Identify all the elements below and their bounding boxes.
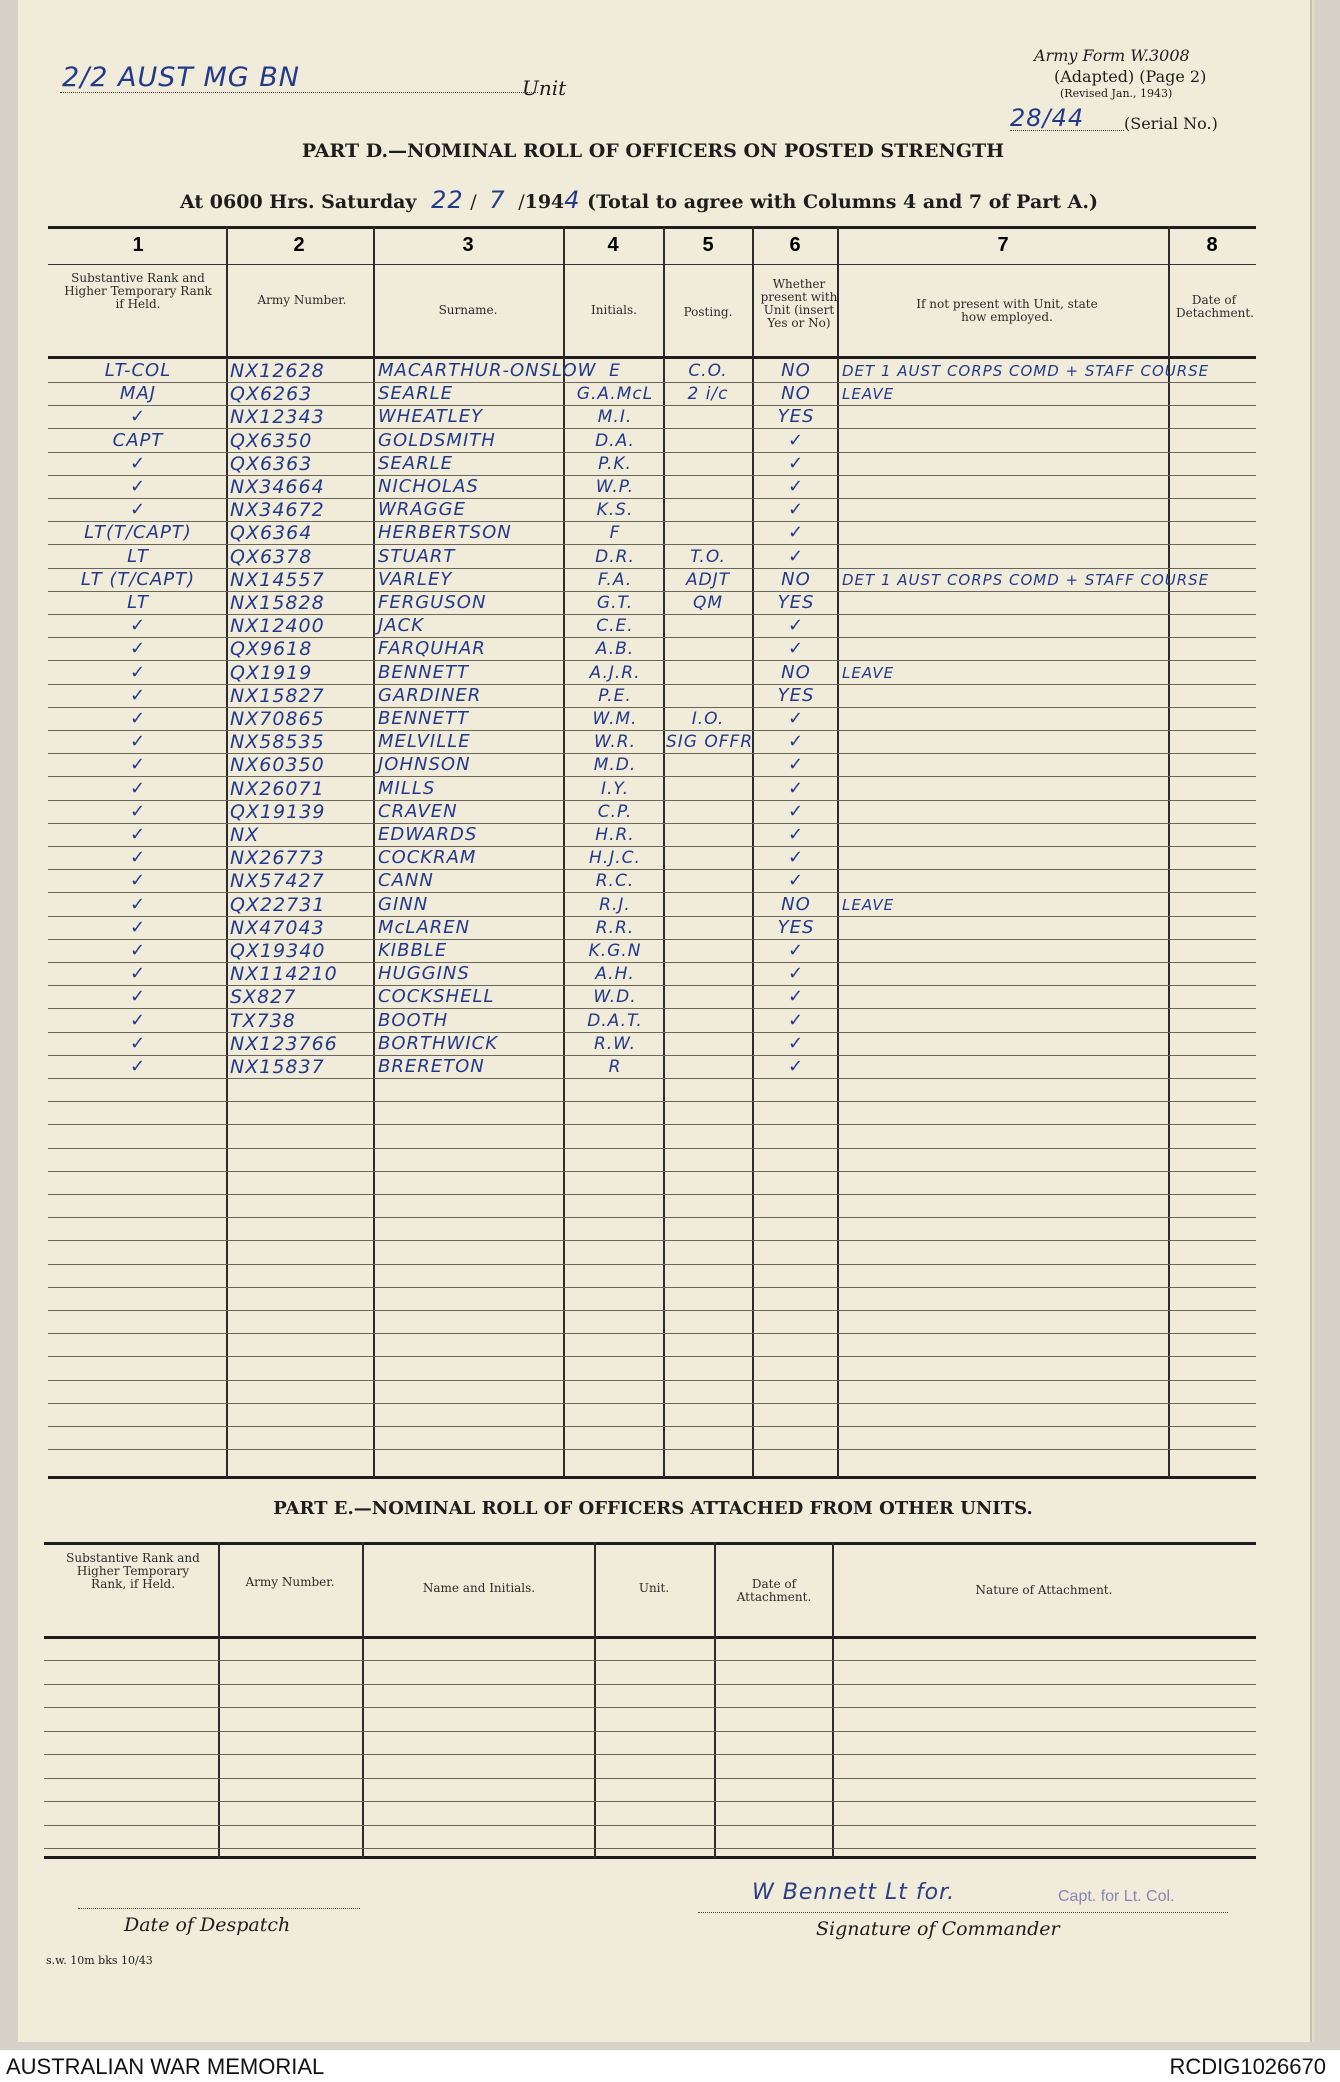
initials-cell: A.H. bbox=[595, 964, 635, 985]
present-cell: ✓ bbox=[787, 499, 805, 521]
army-number-cell: QX1919 bbox=[230, 661, 313, 684]
rank-cell: ✓ bbox=[129, 452, 147, 474]
initials-cell: G.A.McL bbox=[576, 384, 654, 405]
ruled-line bbox=[44, 1754, 1256, 1755]
posting-cell: QM bbox=[692, 593, 724, 613]
initials-cell: P.K. bbox=[598, 453, 632, 474]
initials-cell: M.I. bbox=[597, 407, 633, 428]
ruled-line bbox=[48, 1403, 1256, 1404]
surname-cell: McLAREN bbox=[378, 916, 471, 938]
initials-cell: A.J.R. bbox=[589, 662, 641, 683]
present-cell: YES bbox=[777, 592, 815, 613]
date-day: 22 bbox=[431, 186, 464, 214]
surname-cell: SEARLE bbox=[378, 452, 454, 474]
e-col-header-name: Name and Initials. bbox=[422, 1581, 536, 1595]
army-number-cell: NX12343 bbox=[230, 406, 325, 429]
unit-value: 2/2 AUST MG BN bbox=[62, 62, 301, 93]
initials-cell: K.S. bbox=[596, 500, 634, 521]
archive-name: AUSTRALIAN WAR MEMORIAL bbox=[6, 2054, 325, 2079]
surname-cell: WRAGGE bbox=[378, 499, 466, 521]
table-row bbox=[48, 917, 1256, 940]
serial-value: 28/44 bbox=[1010, 104, 1085, 132]
army-number-cell: NX70865 bbox=[230, 708, 325, 730]
col-number-8: 8 bbox=[1206, 234, 1218, 256]
table-row bbox=[48, 963, 1256, 986]
army-number-cell: NX26773 bbox=[230, 847, 325, 870]
table-row bbox=[48, 430, 1256, 453]
col-header-army-number: Army Number. bbox=[257, 293, 347, 307]
ruled-line bbox=[48, 1380, 1256, 1381]
archive-footer bbox=[0, 2050, 1340, 2082]
present-cell: ✓ bbox=[787, 963, 805, 985]
table-row bbox=[48, 569, 1256, 592]
present-cell: ✓ bbox=[787, 638, 805, 660]
army-number-cell: QX6363 bbox=[230, 452, 313, 475]
employed-cell: DET 1 AUST CORPS COMD + STAFF COURSE bbox=[842, 570, 1210, 589]
signature-underline bbox=[698, 1912, 1228, 1913]
ruled-line bbox=[44, 1778, 1256, 1779]
surname-cell: BRERETON bbox=[378, 1056, 485, 1077]
date-month: 7 bbox=[489, 186, 506, 214]
revised-label: (Revised Jan., 1943) bbox=[1060, 87, 1173, 100]
rank-cell: ✓ bbox=[129, 824, 147, 845]
present-cell: ✓ bbox=[787, 940, 805, 961]
part-e-title: PART E.—NOMINAL ROLL OF OFFICERS ATTACHED FROM OTHER UNITS. bbox=[273, 1498, 1033, 1519]
present-cell: ✓ bbox=[787, 731, 805, 753]
army-number-cell: SX827 bbox=[230, 986, 297, 1009]
surname-cell: EDWARDS bbox=[378, 824, 478, 845]
col-header-initials: Initials. bbox=[591, 303, 637, 317]
surname-cell: BENNETT bbox=[378, 708, 470, 729]
col-header-present: Whether present with Unit (insert Yes or No) bbox=[760, 277, 838, 330]
rank-cell: ✓ bbox=[129, 963, 147, 985]
army-number-cell: NX34672 bbox=[230, 499, 325, 522]
army-number-cell: NX114210 bbox=[230, 963, 338, 986]
rank-cell: LT bbox=[127, 545, 149, 567]
date-suffix: (Total to agree with Columns 4 and 7 of Part A.) bbox=[587, 191, 1099, 213]
initials-cell: D.R. bbox=[595, 546, 635, 567]
surname-cell: GOLDSMITH bbox=[378, 429, 496, 451]
table-row bbox=[48, 453, 1256, 476]
unit-label: Unit bbox=[522, 76, 567, 100]
part-d-table bbox=[48, 226, 1256, 1480]
ruled-line bbox=[44, 1825, 1256, 1826]
present-cell: ✓ bbox=[787, 476, 805, 497]
present-cell: ✓ bbox=[787, 545, 805, 567]
surname-cell: KIBBLE bbox=[378, 940, 448, 961]
posting-cell: I.O. bbox=[691, 709, 725, 729]
rank-cell: ✓ bbox=[129, 661, 147, 683]
table-row bbox=[48, 1056, 1256, 1079]
part-d-date-line: At 0600 Hrs. Saturday 22 / 7 /1944 (Total to agree with Columns 4 and 7 of Part A.) bbox=[180, 186, 1099, 214]
rank-cell: ✓ bbox=[129, 708, 147, 729]
surname-cell: JACK bbox=[378, 615, 424, 637]
col-header-surname: Surname. bbox=[438, 303, 498, 317]
table-row bbox=[48, 894, 1256, 917]
rubber-stamp: Capt. for Lt. Col. bbox=[1058, 1888, 1175, 1905]
ruled-line bbox=[44, 1707, 1256, 1708]
ruled-line bbox=[48, 1287, 1256, 1288]
employed-cell: LEAVE bbox=[842, 895, 895, 914]
col-number-5: 5 bbox=[702, 234, 714, 256]
col-number-2: 2 bbox=[293, 234, 305, 256]
form-sheet bbox=[18, 0, 1310, 2042]
col-number-6: 6 bbox=[789, 234, 801, 256]
ruled-line bbox=[48, 1264, 1256, 1265]
table-row bbox=[48, 847, 1256, 870]
col-number-4: 4 bbox=[607, 234, 619, 256]
army-number-cell: TX738 bbox=[230, 1009, 296, 1032]
ruled-line bbox=[48, 1310, 1256, 1311]
present-cell: NO bbox=[781, 360, 811, 381]
rank-cell: ✓ bbox=[129, 615, 147, 637]
col-header-employed: If not present with Unit, state how employed. bbox=[916, 297, 1098, 324]
initials-cell: W.P. bbox=[595, 477, 635, 497]
present-cell: ✓ bbox=[787, 522, 805, 544]
rank-cell: ✓ bbox=[129, 847, 147, 869]
surname-cell: BENNETT bbox=[378, 661, 470, 683]
present-cell: ✓ bbox=[787, 708, 805, 729]
initials-cell: H.R. bbox=[595, 825, 635, 845]
table-row bbox=[48, 870, 1256, 893]
initials-cell: W.R. bbox=[593, 732, 637, 753]
date-year-digit: 4 bbox=[564, 186, 581, 214]
commander-signature: W Bennett Lt for. bbox=[752, 1880, 956, 1905]
army-number-cell: NX14557 bbox=[230, 568, 325, 591]
e-col-header-rank: Substantive Rank and Higher Temporary Rank, if Held. bbox=[66, 1551, 200, 1591]
rank-cell: ✓ bbox=[129, 638, 147, 660]
rank-cell: ✓ bbox=[129, 940, 147, 961]
surname-cell: MELVILLE bbox=[378, 731, 471, 753]
col-header-posting: Posting. bbox=[683, 305, 733, 319]
present-cell: ✓ bbox=[787, 754, 805, 776]
rank-cell: ✓ bbox=[129, 893, 147, 915]
army-number-cell: NX60350 bbox=[230, 754, 325, 777]
posting-cell: 2 i/c bbox=[687, 384, 729, 405]
army-number-cell: NX12400 bbox=[230, 615, 325, 638]
present-cell: ✓ bbox=[787, 1056, 805, 1077]
posting-cell: ADJT bbox=[685, 569, 731, 590]
rank-cell: ✓ bbox=[129, 986, 147, 1008]
initials-cell: C.P. bbox=[597, 801, 633, 822]
surname-cell: HUGGINS bbox=[378, 963, 470, 985]
ruled-line bbox=[48, 1101, 1256, 1102]
surname-cell: FERGUSON bbox=[378, 592, 487, 613]
table-row bbox=[48, 801, 1256, 824]
initials-cell: P.E. bbox=[598, 685, 632, 706]
e-col-header-nature: Nature of Attachment. bbox=[975, 1583, 1113, 1597]
initials-cell: A.B. bbox=[595, 639, 635, 660]
rank-cell: ✓ bbox=[129, 499, 147, 521]
present-cell: ✓ bbox=[787, 824, 805, 845]
rank-cell: ✓ bbox=[129, 684, 147, 706]
rank-cell: CAPT bbox=[112, 429, 164, 451]
army-number-cell: NX bbox=[230, 824, 260, 846]
posting-cell: T.O. bbox=[690, 546, 726, 567]
date-of-despatch-label: Date of Despatch bbox=[124, 1914, 291, 1936]
rank-cell: ✓ bbox=[129, 406, 147, 428]
present-cell: ✓ bbox=[787, 847, 805, 869]
table-row bbox=[48, 685, 1256, 708]
initials-cell: H.J.C. bbox=[589, 848, 641, 869]
surname-cell: VARLEY bbox=[378, 568, 453, 590]
table-row bbox=[48, 476, 1256, 499]
initials-cell: D.A. bbox=[595, 430, 635, 451]
surname-cell: GINN bbox=[378, 893, 429, 915]
present-cell: ✓ bbox=[787, 870, 805, 892]
initials-cell: W.M. bbox=[592, 709, 638, 729]
table-row bbox=[48, 546, 1256, 569]
surname-cell: STUART bbox=[378, 545, 456, 567]
ruled-line bbox=[48, 1426, 1256, 1427]
table-row bbox=[48, 592, 1256, 615]
initials-cell: E bbox=[609, 361, 621, 381]
employed-cell: LEAVE bbox=[842, 663, 895, 682]
serial-label: (Serial No.) bbox=[1124, 114, 1218, 133]
army-number-cell: QX22731 bbox=[230, 893, 326, 916]
table-row bbox=[48, 662, 1256, 685]
army-number-cell: NX15827 bbox=[230, 684, 325, 707]
surname-cell: COCKSHELL bbox=[378, 986, 495, 1008]
surname-cell: MILLS bbox=[378, 777, 436, 799]
initials-cell: R.C. bbox=[595, 871, 635, 892]
rank-cell: ✓ bbox=[129, 731, 147, 753]
table-row bbox=[48, 499, 1256, 522]
unit-underline bbox=[60, 92, 538, 93]
present-cell: ✓ bbox=[787, 777, 805, 799]
ruled-line bbox=[44, 1848, 1256, 1849]
army-number-cell: NX26071 bbox=[230, 777, 325, 800]
present-cell: ✓ bbox=[787, 1032, 805, 1054]
table-row bbox=[48, 383, 1256, 406]
rank-cell: ✓ bbox=[129, 777, 147, 799]
army-number-cell: QX19139 bbox=[230, 800, 326, 823]
ruled-line bbox=[44, 1731, 1256, 1732]
col-number-1: 1 bbox=[132, 234, 144, 256]
initials-cell: F bbox=[609, 523, 621, 544]
initials-cell: D.A.T. bbox=[587, 1010, 643, 1031]
initials-cell: R.W. bbox=[593, 1033, 637, 1054]
rank-cell: ✓ bbox=[129, 1009, 147, 1031]
rank-cell: ✓ bbox=[129, 476, 147, 497]
ruled-line bbox=[44, 1660, 1256, 1661]
rank-cell: LT-COL bbox=[104, 360, 172, 381]
signature-label: Signature of Commander bbox=[816, 1918, 1060, 1940]
surname-cell: COCKRAM bbox=[378, 847, 477, 869]
table-row bbox=[48, 708, 1256, 731]
initials-cell: K.G.N bbox=[588, 941, 642, 961]
ruled-line bbox=[48, 1171, 1256, 1172]
rank-cell: LT(T/CAPT) bbox=[84, 522, 192, 544]
army-number-cell: QX9618 bbox=[230, 638, 313, 661]
initials-cell: G.T. bbox=[596, 593, 634, 613]
rank-cell: ✓ bbox=[129, 916, 147, 938]
army-number-cell: NX12628 bbox=[230, 360, 325, 382]
present-cell: ✓ bbox=[787, 452, 805, 474]
part-e-table bbox=[44, 1542, 1256, 1862]
army-number-cell: QX6364 bbox=[230, 522, 313, 545]
col-number-7: 7 bbox=[997, 234, 1009, 256]
table-row bbox=[48, 522, 1256, 545]
initials-cell: C.E. bbox=[596, 616, 634, 637]
table-row bbox=[48, 1010, 1256, 1033]
army-number-cell: QX6263 bbox=[230, 383, 313, 406]
despatch-underline bbox=[78, 1908, 360, 1909]
posting-cell: SIG OFFR bbox=[666, 732, 754, 753]
ruled-line bbox=[44, 1684, 1256, 1685]
ruled-line bbox=[44, 1801, 1256, 1802]
print-code: s.w. 10m bks 10/43 bbox=[46, 1954, 153, 1967]
e-col-header-date: Date of Attachment. bbox=[736, 1577, 812, 1604]
ruled-line bbox=[48, 1194, 1256, 1195]
initials-cell: R.R. bbox=[595, 917, 635, 938]
present-cell: YES bbox=[777, 916, 815, 938]
ruled-line bbox=[48, 1148, 1256, 1149]
surname-cell: NICHOLAS bbox=[378, 476, 479, 497]
surname-cell: SEARLE bbox=[378, 383, 454, 405]
table-row bbox=[48, 778, 1256, 801]
army-number-cell: NX58535 bbox=[230, 731, 325, 754]
surname-cell: HERBERTSON bbox=[378, 522, 512, 544]
archive-reference: RCDIG1026670 bbox=[1169, 2054, 1326, 2079]
army-number-cell: NX57427 bbox=[230, 870, 325, 893]
present-cell: YES bbox=[777, 406, 815, 428]
army-number-cell: QX19340 bbox=[230, 940, 326, 962]
serial-underline bbox=[1010, 130, 1124, 131]
army-number-cell: NX123766 bbox=[230, 1032, 338, 1055]
table-row bbox=[48, 754, 1256, 777]
table-row bbox=[48, 1033, 1256, 1056]
present-cell: ✓ bbox=[787, 986, 805, 1008]
army-number-cell: NX15828 bbox=[230, 592, 325, 614]
ruled-line bbox=[48, 1333, 1256, 1334]
ruled-line bbox=[48, 1449, 1256, 1450]
rank-cell: ✓ bbox=[129, 1056, 147, 1077]
initials-cell: I.Y. bbox=[600, 778, 629, 799]
initials-cell: F.A. bbox=[597, 569, 633, 590]
present-cell: ✓ bbox=[787, 800, 805, 822]
present-cell: ✓ bbox=[787, 429, 805, 451]
army-number-cell: QX6350 bbox=[230, 429, 313, 452]
initials-cell: M.D. bbox=[593, 755, 637, 776]
surname-cell: FARQUHAR bbox=[378, 638, 486, 660]
surname-cell: CANN bbox=[378, 870, 434, 892]
rank-cell: ✓ bbox=[129, 800, 147, 822]
initials-cell: W.D. bbox=[593, 987, 637, 1008]
present-cell: ✓ bbox=[787, 1009, 805, 1031]
ruled-line bbox=[48, 1240, 1256, 1241]
employed-cell: LEAVE bbox=[842, 385, 895, 404]
surname-cell: BOOTH bbox=[378, 1009, 449, 1031]
army-number-cell: NX47043 bbox=[230, 916, 325, 939]
part-d-title: PART D.—NOMINAL ROLL OF OFFICERS ON POSTED STRENGTH bbox=[301, 140, 1005, 162]
ruled-line bbox=[48, 1217, 1256, 1218]
col-header-rank: Substantive Rank and Higher Temporary Rank if Held. bbox=[64, 271, 212, 311]
army-number-cell: NX15837 bbox=[230, 1056, 325, 1078]
employed-cell: DET 1 AUST CORPS COMD + STAFF COURSE bbox=[842, 362, 1210, 380]
adapted-label: (Adapted) (Page 2) bbox=[1054, 67, 1207, 86]
present-cell: NO bbox=[781, 893, 811, 915]
table-row bbox=[48, 638, 1256, 661]
initials-cell: R.J. bbox=[599, 894, 631, 915]
rank-cell: LT bbox=[127, 592, 149, 613]
rank-cell: MAJ bbox=[119, 383, 157, 405]
army-number-cell: NX34664 bbox=[230, 476, 325, 498]
present-cell: NO bbox=[781, 568, 811, 590]
rank-cell: ✓ bbox=[129, 1032, 147, 1054]
e-col-header-army-number: Army Number. bbox=[245, 1575, 335, 1589]
table-row bbox=[48, 824, 1256, 847]
surname-cell: MACARTHUR-ONSLOW bbox=[378, 360, 597, 381]
table-row bbox=[48, 731, 1256, 754]
present-cell: NO bbox=[781, 661, 811, 683]
surname-cell: WHEATLEY bbox=[378, 406, 484, 428]
table-row bbox=[48, 360, 1256, 383]
ruled-line bbox=[48, 1124, 1256, 1125]
table-row bbox=[48, 940, 1256, 963]
rank-cell: ✓ bbox=[129, 754, 147, 776]
present-cell: ✓ bbox=[787, 615, 805, 637]
date-prefix: At 0600 Hrs. Saturday bbox=[180, 191, 417, 213]
army-number-cell: QX6378 bbox=[230, 545, 313, 568]
col-number-3: 3 bbox=[462, 234, 474, 256]
table-row bbox=[48, 986, 1256, 1009]
date-year-prefix: 194 bbox=[524, 191, 565, 213]
present-cell: NO bbox=[781, 383, 811, 405]
table-row bbox=[48, 615, 1256, 638]
surname-cell: BORTHWICK bbox=[378, 1032, 499, 1054]
rank-cell: ✓ bbox=[129, 870, 147, 892]
col-header-detachment: Date of Detachment. bbox=[1176, 293, 1254, 320]
posting-cell: C.O. bbox=[688, 361, 728, 381]
surname-cell: JOHNSON bbox=[378, 754, 471, 776]
ruled-line bbox=[48, 1356, 1256, 1357]
initials-cell: R bbox=[608, 1057, 622, 1077]
surname-cell: CRAVEN bbox=[378, 800, 458, 822]
surname-cell: GARDINER bbox=[378, 684, 482, 706]
table-row bbox=[48, 406, 1256, 429]
e-col-header-unit: Unit. bbox=[638, 1581, 670, 1595]
rank-cell: LT (T/CAPT) bbox=[80, 568, 196, 590]
army-form-label: Army Form W.3008 bbox=[1034, 46, 1190, 65]
present-cell: YES bbox=[777, 684, 815, 706]
